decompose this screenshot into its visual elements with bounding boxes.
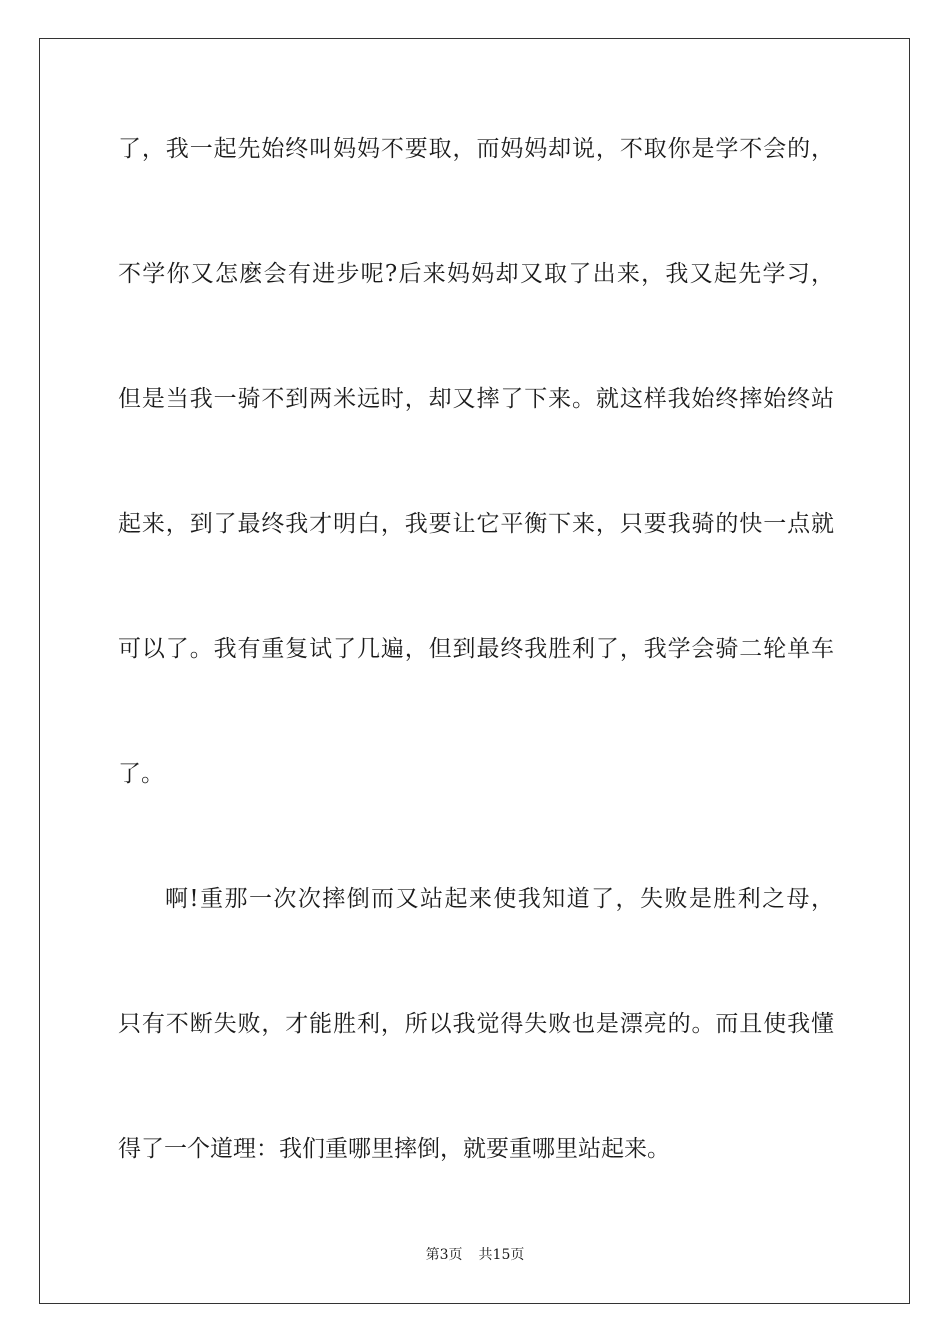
body-line-6: 了。 <box>118 761 164 787</box>
page-footer <box>0 1245 950 1265</box>
page-border <box>39 38 910 1304</box>
body-line-5: 可以了。我有重复试了几遍，但到最终我胜利了，我学会骑二轮单车 <box>118 636 834 662</box>
page-total: 共15页 <box>478 1247 525 1263</box>
body-line-9: 得了一个道理：我们重哪里摔倒，就要重哪里站起来。 <box>118 1136 670 1162</box>
body-line-2: 不学你又怎麽会有进步呢?后来妈妈却又取了出来，我又起先学习， <box>118 261 834 287</box>
page-number: 第3页 <box>425 1247 463 1263</box>
body-line-8: 只有不断失败，才能胜利，所以我觉得失败也是漂亮的。而且使我懂 <box>118 1011 834 1037</box>
body-line-7: 啊!重那一次次摔倒而又站起来使我知道了，失败是胜利之母， <box>165 886 834 912</box>
body-line-1: 了，我一起先始终叫妈妈不要取，而妈妈却说，不取你是学不会的， <box>118 136 834 162</box>
body-line-4: 起来，到了最终我才明白，我要让它平衡下来，只要我骑的快一点就 <box>118 511 834 537</box>
body-line-3: 但是当我一骑不到两米远时，却又摔了下来。就这样我始终摔始终站 <box>118 386 834 412</box>
